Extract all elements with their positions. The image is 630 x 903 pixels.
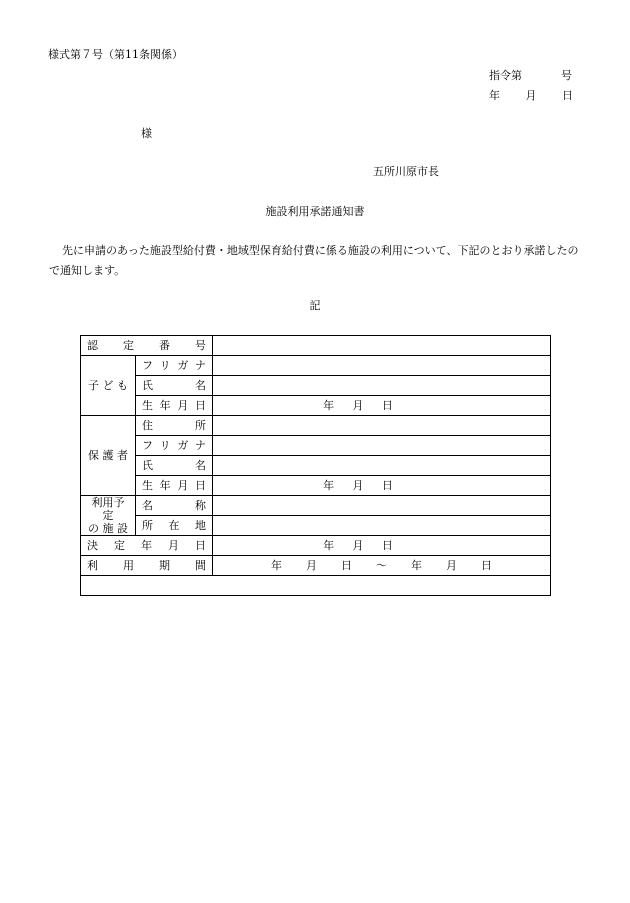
guardian-name-label: 氏 名 [136,456,213,476]
decision-date-value[interactable]: 年 月 日 [213,536,551,556]
child-birthdate-label: 生 年 月 日 [136,396,213,416]
table-row [81,536,551,556]
table-row [81,436,551,456]
table-row [81,416,551,436]
facility-location-value[interactable] [213,516,551,536]
table-row [81,476,551,496]
child-name-label: 氏 名 [136,376,213,396]
issue-day: 日 [562,89,573,102]
usage-period-value[interactable]: 年 月 日 ～ 年 月 日 [213,556,551,576]
nintei-value[interactable] [213,336,551,356]
table-row [81,356,551,376]
remarks-area[interactable] [81,576,551,596]
notice-table [80,335,551,596]
facility-location-label: 所 在 地 [136,516,213,536]
kodomo-label: 子 ど も [81,356,136,416]
document-title: 施設利用承諾通知書 [265,205,365,218]
facility-name-label: 名 称 [136,496,213,516]
guardian-address-label: 住 所 [136,416,213,436]
addressee: 様 [141,127,152,140]
issue-date [489,89,573,103]
facility-label: 利用予定 の 施 設 [81,496,136,536]
guardian-birthdate-label: 生 年 月 日 [136,476,213,496]
table-row [81,456,551,476]
child-name-value[interactable] [213,376,551,396]
guardian-furigana-value[interactable] [213,436,551,456]
guardian-name-value[interactable] [213,456,551,476]
table-row [81,516,551,536]
decision-date-label: 決 定 年 月 日 [81,536,213,556]
reference-suffix: 号 [561,69,572,82]
reference-prefix: 指令第 [489,69,522,82]
form-number: 様式第７号（第11条関係） [48,48,183,61]
guardian-address-value[interactable] [213,416,551,436]
nintei-label: 認 定 番 号 [81,336,213,356]
usage-period-label: 利 用 期 間 [81,556,213,576]
table-row [81,496,551,516]
table-row [81,556,551,576]
ki-heading: 記 [309,299,321,312]
child-furigana-label: フ リ ガ ナ [136,356,213,376]
guardian-birthdate-value[interactable]: 年 月 日 [213,476,551,496]
reference-number [489,69,572,83]
issue-month: 月 [525,89,537,102]
issuer: 五所川原市長 [373,165,439,178]
child-birthdate-value[interactable]: 年 月 日 [213,396,551,416]
issue-year: 年 [489,89,500,102]
facility-name-value[interactable] [213,496,551,516]
guardian-furigana-label: フ リ ガ ナ [136,436,213,456]
table-row [81,376,551,396]
hogosha-label: 保 護 者 [81,416,136,496]
table-row [81,396,551,416]
child-furigana-value[interactable] [213,356,551,376]
table-row [81,576,551,596]
table-row [81,336,551,356]
body-text: 先に申請のあった施設型給付費・地域型保育給付費に係る施設の利用について、下記のとおり承諾したので通知します。 [49,244,579,277]
